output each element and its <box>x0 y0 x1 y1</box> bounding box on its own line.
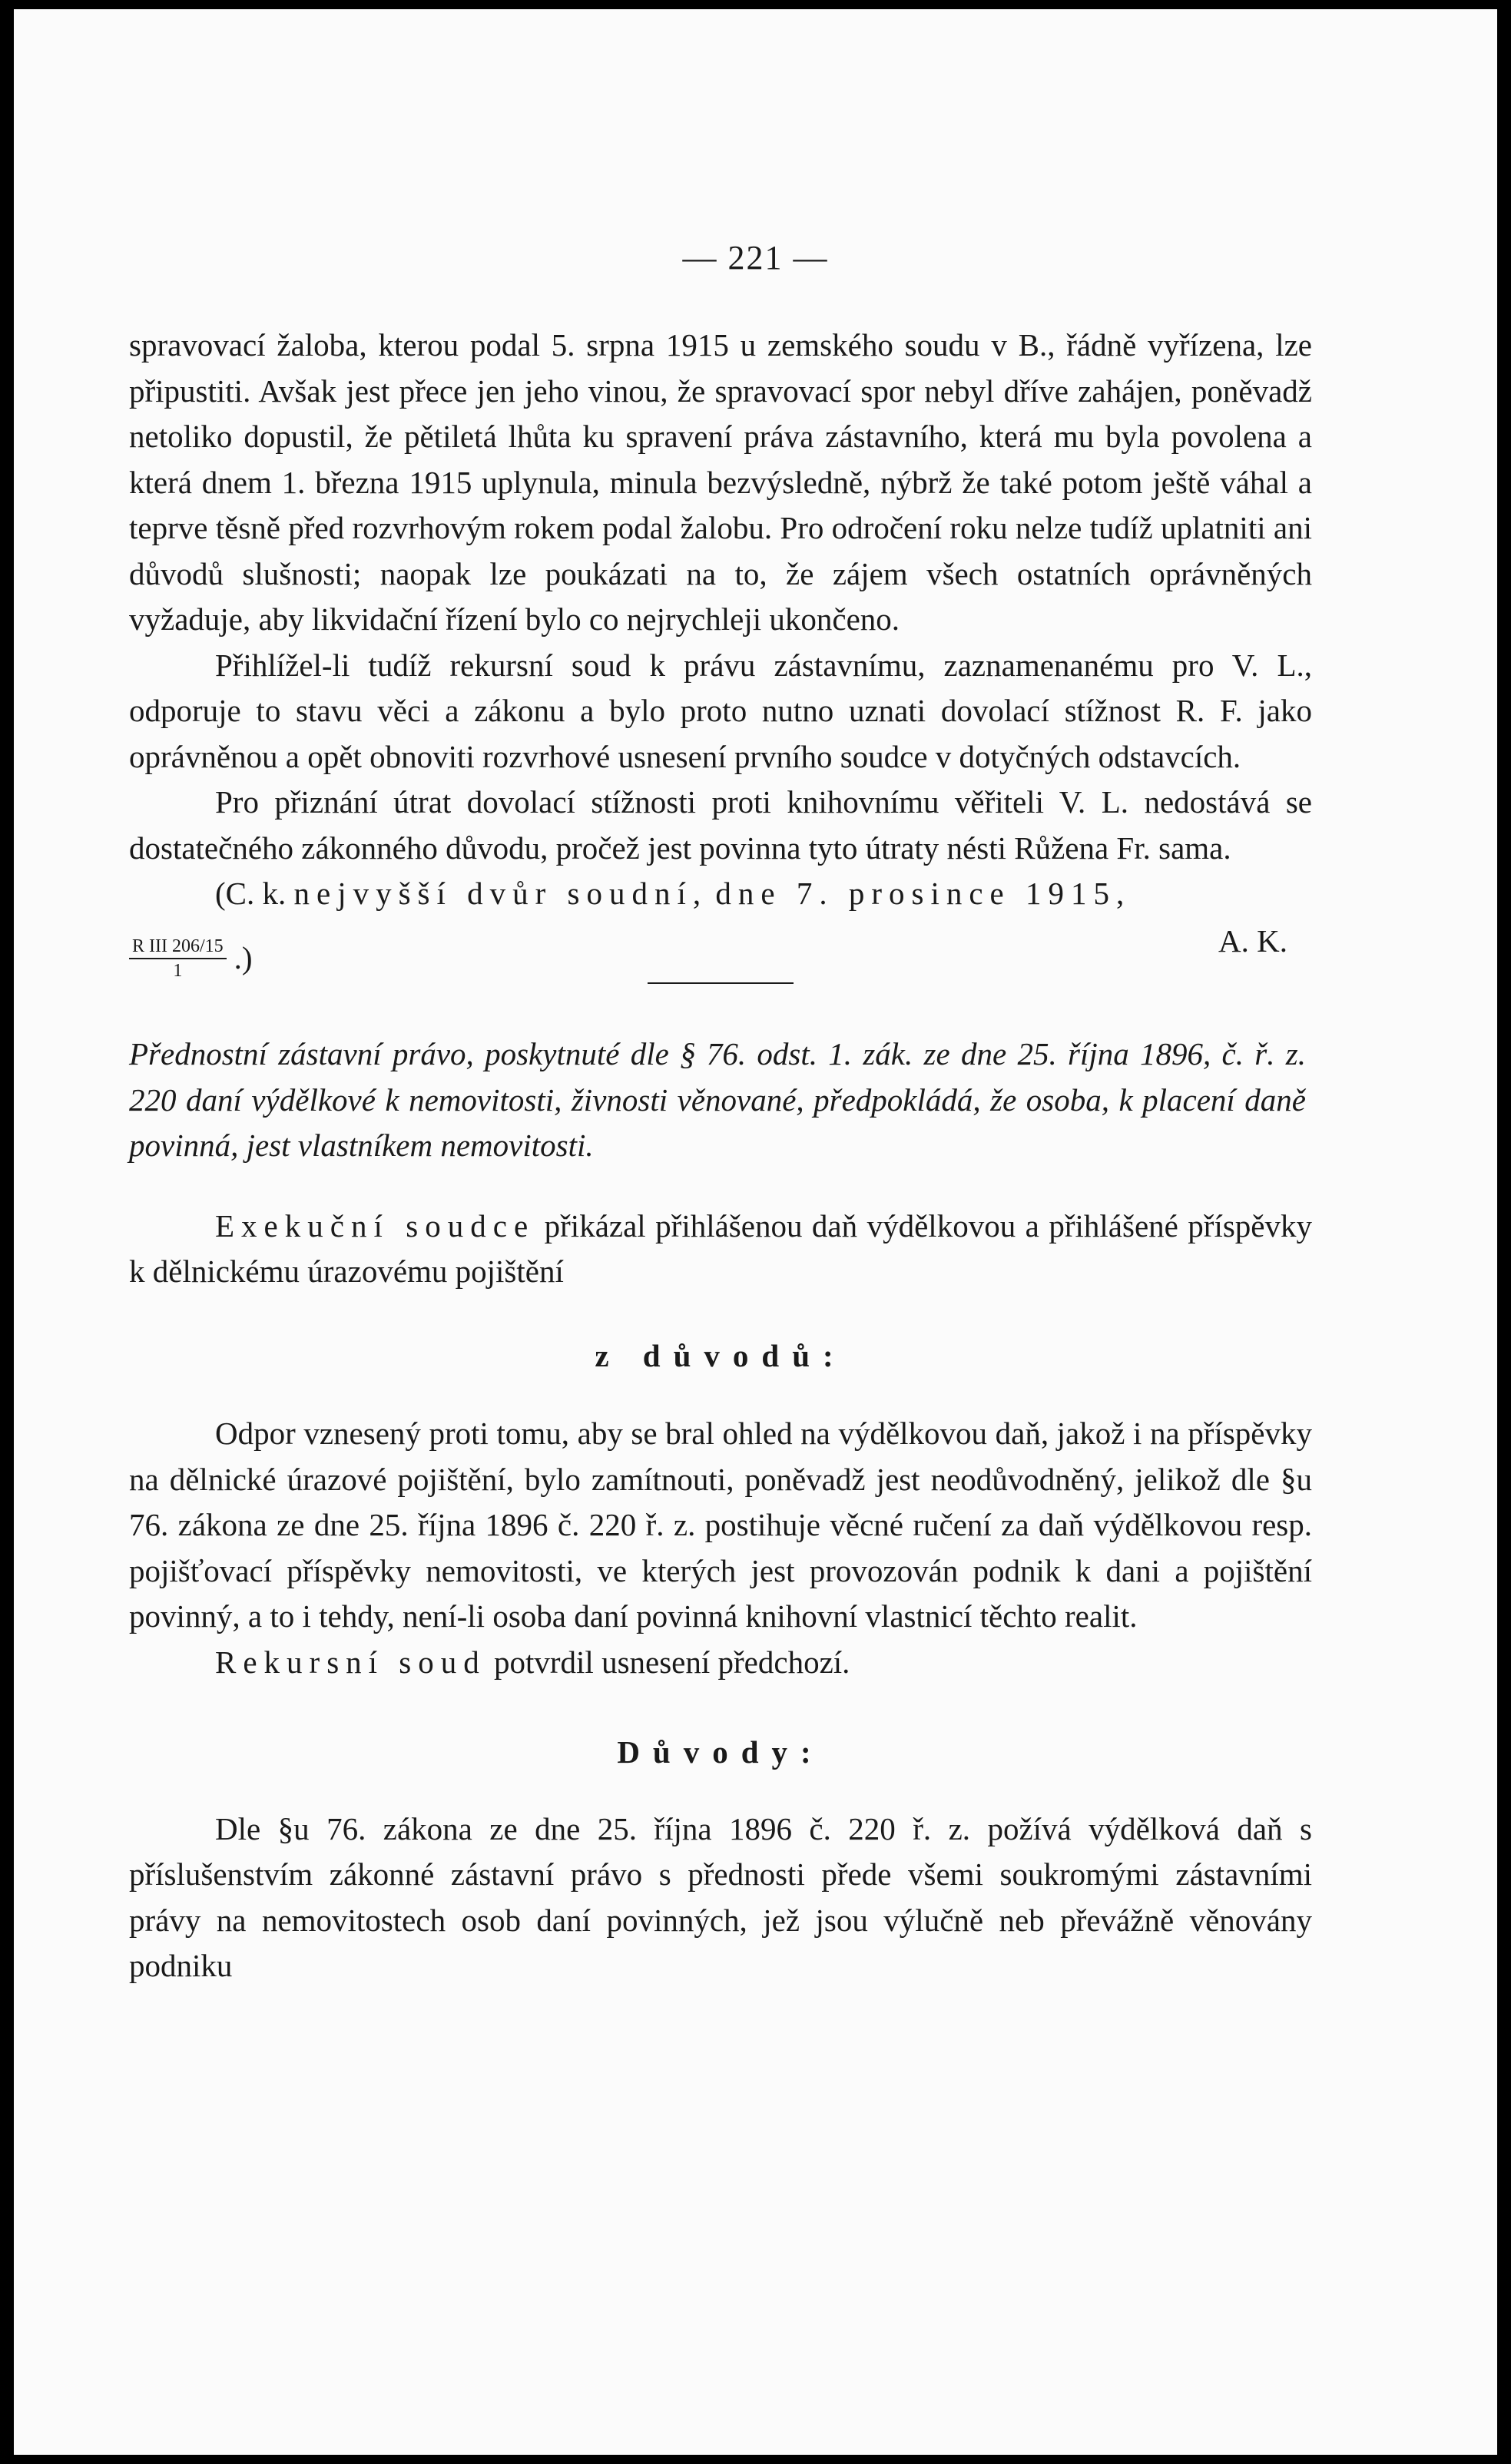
paragraph-rekursni-soud: Přihlížel-li tudíž rekursní soud k právu zástavnímu, zaznamenanému pro V. L., odporuje to stavu věci a zákonu a bylo proto nutno uznati dovolací stížnost R. F. jako oprávněnou a opět obnoviti rozvrhové usnesení prvního soudce v dotyčných odstavcích. <box>129 647 1312 774</box>
file-number-denominator: 1 <box>173 960 183 981</box>
scanned-page <box>14 9 1497 2455</box>
text-column <box>129 223 1312 1989</box>
signature-initials: A. K. <box>1218 922 1287 959</box>
headnote: Přednostní zástavní právo, poskytnuté dle § 76. odst. 1. zák. ze dne 25. října 1896, č. ř. z. 220 daní výdělkové k nemovitosti, živnosti věnované, předpokládá, že osoba, k placení daně povinná, jest vlastníkem nemovitosti. <box>129 1036 1306 1164</box>
citation-prefix: (C. k. <box>215 876 287 911</box>
paragraph-utraty: Pro přiznání útrat dovolací stížnosti proti knihovnímu věřiteli V. L. nedostává se dostatečného zákonného důvodu, pročež jest povinna tyto útraty nésti Růžena Fr. sama. <box>129 784 1312 866</box>
page-number: — 221 — <box>682 239 829 277</box>
citation-date: dne 7. prosince 1915, <box>715 876 1132 911</box>
citation-line <box>129 871 1312 917</box>
file-number-fraction <box>129 936 227 981</box>
paragraph-exekucni-text: přikázal přihlášenou daň výdělkovou a přihlášené příspěvky k dělnickému úrazovému pojištění <box>129 1207 1313 1290</box>
citation-close: .) <box>234 939 253 975</box>
paragraph-exekucni-soudce <box>129 1204 1312 1295</box>
file-reference <box>129 936 253 982</box>
file-number-numerator: R III 206/15 <box>129 936 227 959</box>
citation-reference-row <box>129 919 1312 982</box>
court-name-rekursni: Rekursní soud <box>215 1644 486 1680</box>
paragraph-odpor: Odpor vznesený proti tomu, aby se bral ohled na výdělkovou daň, jakož i na příspěvky na dělnické úrazové pojištění, bylo zamítnouti, poněvadž jest neodůvodněný, jelikož dle §u 76. zákona ze dne 25. října 1896 č. 220 ř. z. postihuje věcné ručení za daň výdělkovou resp. pojišťovací příspěvky nemovitosti, ve kterých jest provozován podnik k dani a pojištění povinný, a to i tehdy, není-li osoba daní povinná knihovní vlastnicí těchto realit. <box>129 1416 1312 1634</box>
paragraph-rekursni-potvrdil <box>129 1640 1312 1686</box>
section-divider <box>648 982 794 984</box>
heading-z-duvodu: z důvodů: <box>595 1337 847 1373</box>
spacer <box>129 1169 1312 1204</box>
paragraph-rekursni-text: potvrdil usnesení předchozí. <box>494 1644 850 1680</box>
paragraph-continued: spravovací žaloba, kterou podal 5. srpna 1915 u zemského soudu v B., řádně vyřízena, lze připustiti. Avšak jest přece jen jeho vinou, že spravovací spor nebyl dříve zahájen, poněvadž netoliko dopustil, že pětiletá lhůta ku spravení práva zástavního, která mu byla povolena a která dnem 1. března 1915 uplynula, minula bezvýsledně, nýbrž že také potom ještě váhal a teprve těsně před rozvrhovým rokem podal žalobu. Pro odročení roku nelze tudíž uplatniti ani důvodů slušnosti; naopak lze poukázati na to, že zájem všech ostatních oprávněných vyžaduje, aby likvidační řízení bylo co nejrychleji ukončeno. <box>129 327 1312 637</box>
paragraph-dle-zakona: Dle §u 76. zákona ze dne 25. října 1896 č. 220 ř. z. požívá výdělková daň s příslušenstvím zákonné zástavní právo s přednosti přede všemi soukromými zástavními právy na nemovitostech osob daní povinných, jež jsou výlučně neb převážně věnovány podniku <box>129 1810 1312 1984</box>
heading-duvody: Důvody: <box>617 1734 824 1770</box>
court-name-exekucni: Exekuční soudce <box>215 1207 535 1244</box>
citation-court: nejvyšší dvůr soudní, <box>293 876 708 911</box>
